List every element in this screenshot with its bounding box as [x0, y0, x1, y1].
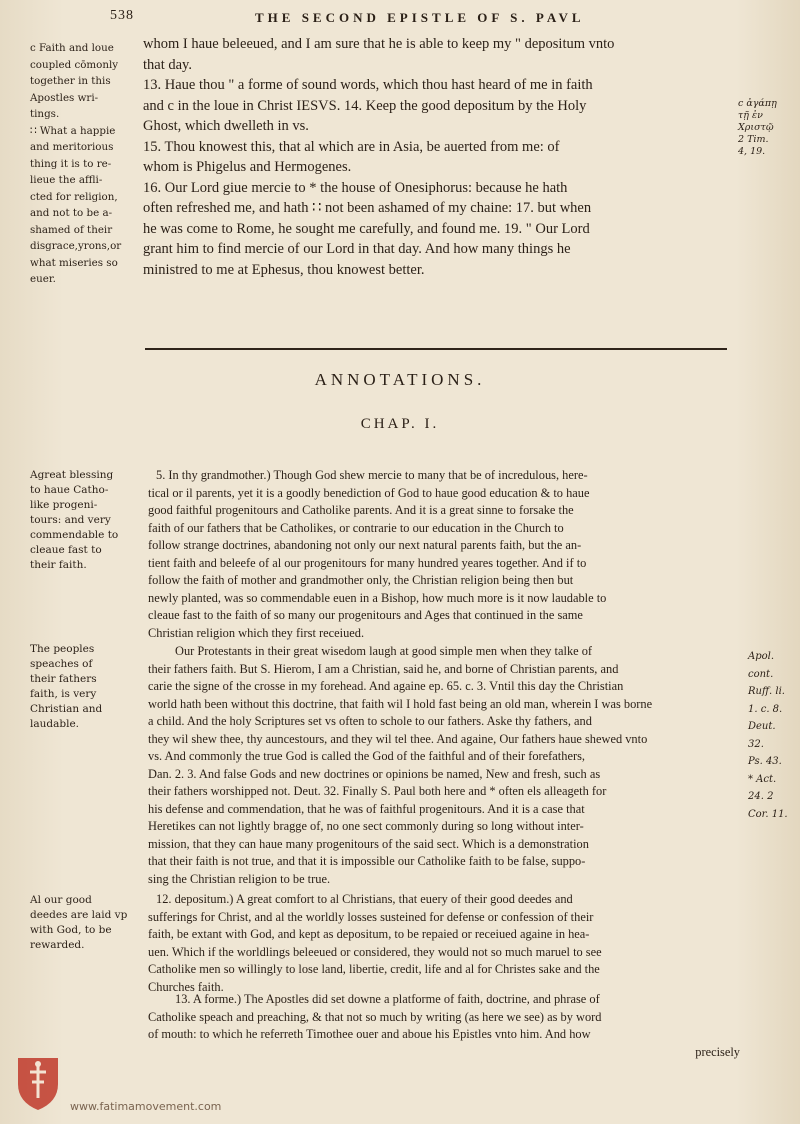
reference-note: 1. c. 8.: [748, 703, 783, 715]
annotation-line: that their faith is not true, and that it is impossible our Catholike faith to be false, suppo-: [148, 854, 586, 868]
annotation-line: faith, be extant with God, and kept as depositum, to be repaied or receiued againe in hea-: [148, 927, 590, 941]
annotation-line: faith of our fathers that be Catholikes, or contrarie to our education in the Church to: [148, 520, 564, 535]
annotation-margin-line: rewarded.: [30, 939, 85, 951]
annotation-paragraph: [148, 643, 746, 888]
epistle-line: and c in the loue in Christ IESVS. 14. Keep the good depositum by the Holy: [143, 97, 587, 114]
annotation-line: precisely: [695, 1044, 740, 1059]
annotation-margin-line: Agreat blessing: [30, 469, 114, 481]
annotation-line: Catholike speach and preaching, & that not so much by writing (as here we see) as by word: [148, 1009, 602, 1024]
annotation-margin-line: like progeni-: [30, 499, 98, 511]
epistle-line: whom is Phigelus and Hermogenes.: [143, 159, 352, 175]
coat-of-arms-logo: [12, 1052, 64, 1112]
margin-note-line: tings.: [30, 108, 60, 120]
reference-note: Cor. 11.: [748, 808, 788, 820]
margin-note-line: euer.: [30, 273, 56, 285]
section-rule: [145, 348, 727, 350]
annotation-line: their fathers worshipped not. Deut. 32. Finally S. Paul both here and * often els alleageth for: [148, 784, 607, 798]
annotation-margin-line: faith, is very: [30, 688, 97, 700]
epistle-line: that day.: [143, 56, 192, 73]
annotation-line: 13. A forme.) The Apostles did set downe a platforme of faith, doctrine, and phrase of: [175, 992, 600, 1006]
reference-note: Apol.: [748, 651, 775, 662]
annotation-line: tical or il parents, yet it is a goodly benediction of God to haue good education & to haue: [148, 485, 590, 500]
annotation-line: sufferings for Christ, and al the worldly losses susteined for defense or confession of their: [148, 909, 594, 924]
annotation-margin-line: laudable.: [30, 718, 79, 730]
annotation-margin-line: The peoples: [30, 643, 95, 655]
annotation-margin-line: Christian and: [30, 703, 103, 715]
annotation-line: 5. In thy grandmother.) Though God shew mercie to many that be of incredulous, here-: [156, 468, 588, 482]
margin-note-line: and not to be a-: [30, 207, 113, 219]
annotation-margin-line: speaches of: [30, 658, 93, 670]
running-header: [40, 8, 740, 32]
margin-note-line: coupled cōmonly: [30, 58, 119, 71]
right-margin-note: τῇ ἐν: [738, 110, 763, 121]
epistle-line: often refreshed me, and hath ∷ not been ashamed of my chaine: 17. but when: [143, 200, 592, 216]
reference-note: Deut.: [748, 721, 776, 732]
annotation-line: follow the faith of mother and grandmother only, the Christian religion being then but: [148, 573, 574, 587]
annotation-margin-line: their faith.: [30, 559, 87, 571]
epistle-line: whom I haue beleeued, and I am sure that he is able to keep my " depositum vnto: [143, 36, 615, 52]
annotation-margin-line: tours: and very: [30, 514, 111, 526]
annotation-line: sing the Christian religion to be true.: [148, 871, 331, 886]
reference-note: Ps. 43.: [748, 756, 782, 767]
epistle-line: ministred to me at Ephesus, thou knowest better.: [143, 261, 425, 278]
right-margin-note: Χριστῷ: [738, 122, 774, 133]
annotation-line: his defense and commendation, that he was of faithful progenitours. And it is a case that: [148, 801, 585, 816]
annotation-margin-line: cleaue fast to: [30, 544, 102, 556]
annotation-margin-line: with God, to be: [30, 924, 112, 936]
annotation-line: vs. And commonly the true God is called the God of the faithful and of their forefathers,: [148, 749, 585, 763]
margin-note-line: Apostles wri-: [30, 91, 99, 104]
epistle-line: 13. Haue thou " a forme of sound words, which thou hast heard of me in faith: [143, 77, 593, 93]
margin-note-line: together in this: [30, 75, 111, 87]
annotations-title: ANNOTATIONS.: [314, 370, 486, 389]
epistle-line: Ghost, which dwelleth in vs.: [143, 118, 309, 134]
margin-note-line: and meritorious: [30, 141, 114, 153]
annotation-line: tient faith and beleefe of al our progenitours for many hundred yeares together. And if to: [148, 555, 587, 570]
annotation-paragraph: [148, 891, 746, 996]
margin-note-line: shamed of their: [30, 223, 113, 236]
annotation-line: uen. Which if the worldlings beleeued or considered, they would not so much maruel to see: [148, 944, 602, 959]
annotation-line: Christian religion which they first receiued.: [148, 625, 365, 640]
right-margin-notes: [738, 98, 793, 158]
annotation-margin-note: [30, 893, 145, 953]
margin-note-line: lieue the affli-: [30, 174, 103, 186]
annotation-margin-line: to haue Catho-: [30, 484, 109, 496]
annotation-line: Dan. 2. 3. And false Gods and new doctrines or opinions be named, New and fresh, such as: [148, 766, 601, 781]
reference-note: 32.: [748, 738, 764, 750]
annotation-line: world hath been without this doctrine, that faith wil I hold fast being an old man, wherein I was borne: [148, 696, 653, 711]
page-number: 538: [110, 8, 134, 23]
margin-note-line: thing it is to re-: [30, 157, 112, 170]
margin-note-line: what miseries so: [30, 256, 118, 269]
annotation-margin-line: Al our good: [30, 894, 92, 906]
margin-notes-top: [30, 40, 148, 288]
reference-note: cont.: [748, 668, 774, 680]
annotation-line: cleaue fast to the faith of so many our progenitours and Ages that continued in the same: [148, 608, 583, 622]
annotation-line: of mouth: to which he referreth Timothee ouer and aboue his Epistles vnto him. And how: [148, 1027, 591, 1041]
annotation-margin-line: commendable to: [30, 529, 119, 541]
annotation-margin-note: [30, 468, 145, 573]
annotation-paragraph: [148, 991, 746, 1061]
epistle-line: he was come to Rome, he sought me carefully, and found me. 19. " Our Lord: [143, 220, 590, 237]
annotation-line: they wil shew thee, thy auncestours, and they wil tel thee. And againe, Our fathers haue shewed vnto: [148, 731, 648, 746]
epistle-text: [143, 34, 743, 280]
margin-note-line: disgrace,yrons,or: [30, 240, 122, 252]
right-margin-note: 2 Tim.: [738, 134, 769, 145]
annotation-line: Our Protestants in their great wisedom laugh at good simple men when they talke of: [175, 644, 593, 658]
annotation-line: Churches faith.: [148, 979, 224, 994]
reference-note: 24. 2: [748, 791, 774, 802]
epistle-line: 16. Our Lord giue mercie to * the house of Onesiphorus: because he hath: [143, 179, 568, 196]
annotation-line: newly planted, was so commendable euen in a Bishop, how much more is it now laudable to: [148, 590, 607, 605]
epistle-line: grant him to find mercie of our Lord in that day. And how many things he: [143, 241, 571, 257]
running-title: THE SECOND EPISTLE OF S. PAVL: [255, 10, 585, 25]
margin-note-line: c Faith and loue: [30, 42, 114, 54]
annotation-margin-line: their fathers: [30, 673, 97, 685]
epistle-line: 15. Thou knowest this, that al which are in Asia, be auerted from me: of: [143, 138, 560, 155]
annotation-line: 12. depositum.) A great comfort to al Christians, that euery of their good deedes and: [156, 892, 573, 906]
annotation-line: a child. And the holy Scriptures set vs often to schole to our fathers. Aske thy fathers, and: [148, 714, 592, 728]
annotation-references: [748, 648, 796, 823]
annotation-line: Heretikes can not lightly bragge of, no one sect commonly during so long without inter-: [148, 819, 584, 833]
margin-note-line: cted for religion,: [30, 190, 118, 203]
annotation-margin-line: deedes are laid vp: [30, 909, 128, 921]
right-margin-note: c ἀγάπῃ: [738, 98, 777, 109]
annotation-paragraph: [148, 467, 746, 642]
reference-note: Ruff. li.: [748, 686, 785, 697]
annotation-line: good faithful progenitours and Catholike parents. And it is a great sinne to forsake the: [148, 503, 574, 517]
annotation-line: follow strange doctrines, abandoning not only our next natural parents faith, but the an-: [148, 538, 582, 552]
annotation-line: their fathers faith. But S. Hierom, I am a Christian, said he, and borne of Christian parents, and: [148, 661, 619, 676]
footer-url: www.fatimamovement.com: [70, 1100, 222, 1113]
annotation-line: mission, that they can haue many progenitours of the said sect. Which is a demonstration: [148, 836, 589, 851]
margin-note-line: ∷ What a happie: [30, 124, 116, 137]
annotation-line: Catholike men so willingly to lose land, libertie, credit, life and al for Christes sake and the: [148, 962, 600, 976]
reference-note: * Act.: [748, 773, 777, 785]
chapter-heading: CHAP. I.: [360, 416, 440, 432]
annotation-line: carie the signe of the crosse in my forehead. And againe ep. 65. c. 3. Vntil this day the Christian: [148, 679, 624, 693]
annotation-margin-note: [30, 642, 145, 732]
right-margin-note: 4, 19.: [738, 146, 766, 157]
